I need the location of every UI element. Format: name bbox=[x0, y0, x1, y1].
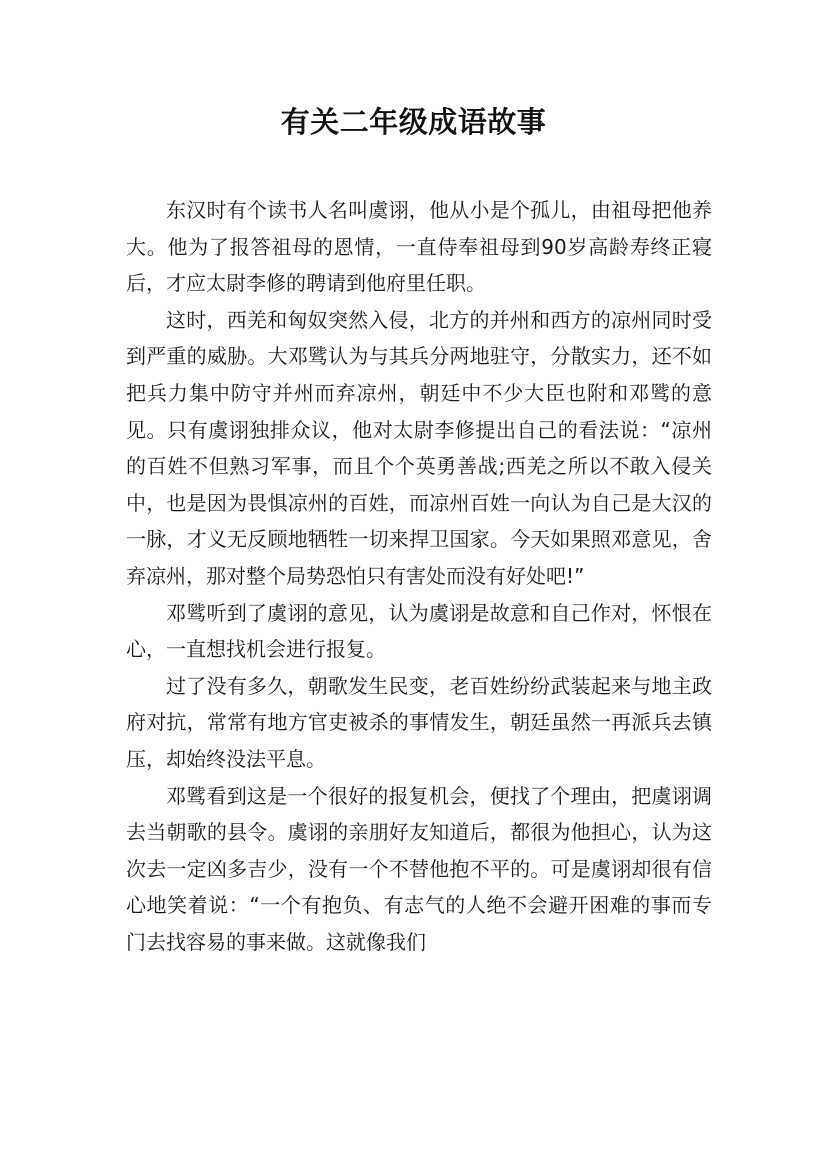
document-title: 有关二年级成语故事 bbox=[280, 105, 547, 139]
paragraph-2: 这时，西羌和匈奴突然入侵，北方的并州和西方的凉州同时受到严重的威胁。大邓骘认为与其兵分两地驻守，分散实力，还不如把兵力集中防守并州而弃凉州，朝廷中不少大臣也附和邓骘的意见。只有虞诩独排众议，他对太尉李修提出自己的看法说：“凉州的百姓不但熟习军事，而且个个英勇善战;西羌之所以不敢入侵关中，也是因为畏惧凉州的百姓，而凉州百姓一向认为自己是大汉的一脉，才义无反顾地牺牲一切来捍卫国家。今天如果照邓意见，舍弃凉州，那对整个局势恐怕只有害处而没有好处吧!” bbox=[126, 307, 712, 588]
document-body bbox=[126, 192, 712, 960]
paragraph-3: 邓骘听到了虞诩的意见，认为虞诩是故意和自己作对，怀恨在心，一直想找机会进行报复。 bbox=[126, 600, 712, 662]
paragraph-1: 东汉时有个读书人名叫虞诩，他从小是个孤儿，由祖母把他养大。他为了报答祖母的恩情，一直侍奉祖母到90岁高龄寿终正寝后，才应太尉李修的聘请到他府里任职。 bbox=[126, 198, 712, 296]
paragraph-4: 过了没有多久，朝歌发生民变，老百姓纷纷武装起来与地主政府对抗，常常有地方官吏被杀的事情发生，朝廷虽然一再派兵去镇压，却始终没法平息。 bbox=[126, 673, 712, 771]
paragraph-5: 邓骘看到这是一个很好的报复机会，便找了个理由，把虞诩调去当朝歌的县令。虞诩的亲朋好友知道后，都很为他担心，认为这次去一定凶多吉少，没有一个不替他抱不平的。可是虞诩却很有信心地笑着说：“一个有抱负、有志气的人绝不会避开困难的事而专门去找容易的事来做。这就像我们 bbox=[126, 783, 712, 954]
